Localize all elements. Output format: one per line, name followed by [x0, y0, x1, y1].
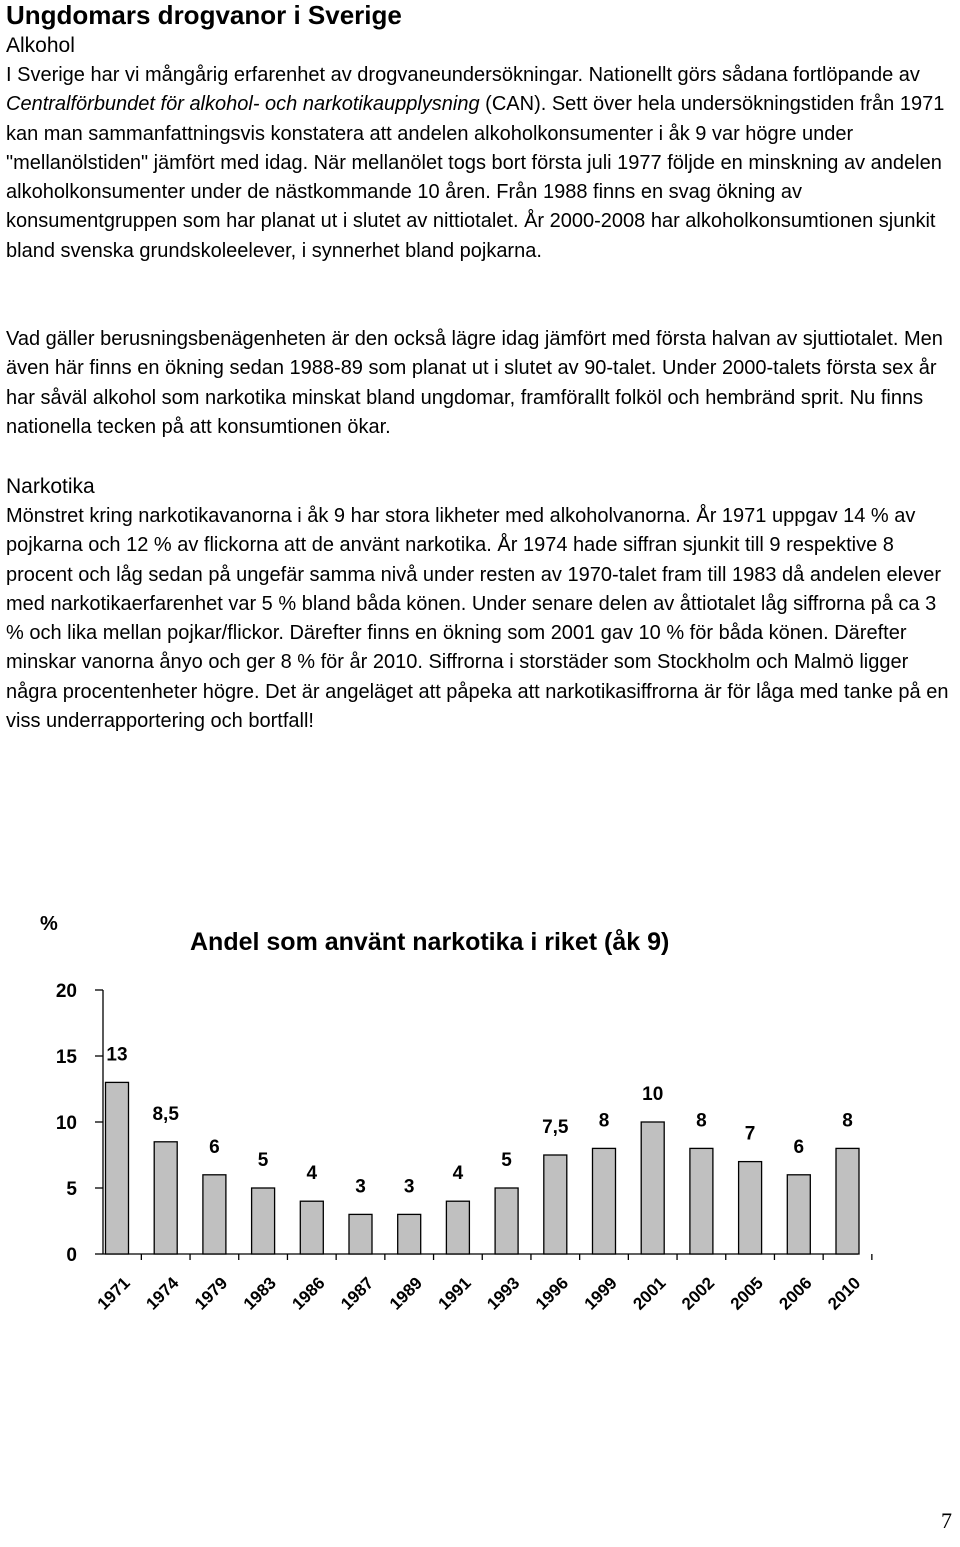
- x-tick-label: 1983: [239, 1273, 280, 1314]
- bar-value-label: 8: [842, 1110, 853, 1132]
- y-tick-label: 20: [55, 981, 77, 1002]
- y-tick-label: 10: [55, 1113, 77, 1134]
- bar-1974: [154, 1142, 177, 1254]
- x-tick-label: 1986: [288, 1273, 329, 1314]
- bar-value-label: 4: [306, 1163, 318, 1185]
- bar-2001: [641, 1122, 664, 1254]
- bar-2006: [787, 1175, 810, 1254]
- page-title: Ungdomars drogvanor i Sverige: [6, 0, 402, 30]
- bar-2005: [739, 1162, 762, 1254]
- alcohol-p1-text: I Sverige har vi mångårig erfarenhet av drogvaneundersökningar. Nationellt görs sådana fortlöpande av: [6, 64, 920, 86]
- bar-1993: [495, 1188, 518, 1254]
- alcohol-p2-text: Vad gäller berusningsbenägenheten är den också lägre idag jämfört med första halvan av sjuttiotalet. Men även här finns en ökning sedan 1988-89 som planat ut i slutet av 90-talet. Under 2000-talets första sex år har såväl alkohol som narkotika minskat bland ungdomar, framförallt folköl och hembränd sprit. Nu finns nationella tecken på att konsumtionen ökar.: [6, 328, 943, 438]
- bar-1996: [544, 1155, 567, 1254]
- bar-1987: [349, 1214, 372, 1254]
- bar-1999: [593, 1148, 616, 1254]
- can-organisation-name: Centralförbundet för alkohol- och narkotikaupplysning: [6, 93, 480, 116]
- narcotics-heading: Narkotika: [6, 475, 95, 498]
- x-tick-label: 1989: [385, 1273, 427, 1314]
- bar-2002: [690, 1148, 713, 1254]
- x-tick-label: 2006: [775, 1273, 816, 1314]
- bar-value-label: 7: [744, 1123, 756, 1145]
- x-tick-label: 1987: [337, 1273, 378, 1314]
- narcotics-p1-text: Mönstret kring narkotikavanorna i åk 9 har stora likheter med alkoholvanorna. År 1971 uppgav 14 % av pojkarna och 12 % av flickorna att de använt narkotika. År 1974 hade siffran sjunkit till 9 respektive 8 procent och låg sedan på ungefär samma nivå under resten av 1970-talet fram till 1983 då andelen elever med narkotikaerfarenhet var 5 % bland båda könen. Under senare delen av åttiotalet låg siffrorna på ca 3 % och lika mellan pojkar/flickor. Därefter finns en ökning som 2001 gav 10 % för båda könen. Därefter minskar vanorna ånyo och ger 8 % för år 2010. Siffrorna i storstäder som Stockholm och Malmö ligger några procentenheter högre. Det är angeläget att påpeka att narkotikasiffrorna är för låga med tanke på en viss underrapportering och bortfall!: [6, 505, 949, 733]
- x-tick-label: 2010: [824, 1273, 865, 1314]
- bar-value-label: 8: [696, 1110, 707, 1132]
- x-tick-label: 1974: [142, 1273, 183, 1314]
- alcohol-p1-text-cont: (CAN). Sett över hela undersökningstiden från 1971 kan man sammanfattningsvis konstatera att andelen alkoholkonsumenter i åk 9 var högre under "mellanölstiden" jämfört med idag. När mellanölet togs bort första juli 1977 följde en minskning av andelen alkoholkonsumenter under de nästkommande 10 åren. Från 1988 finns en svag ökning av konsumentgruppen som har planat ut i slutet av nittiotalet. År 2000-2008 har alkoholkonsumtionen sjunkit bland svenska grundskoleelever, i synnerhet bland pojkarna.: [6, 93, 945, 262]
- bar-value-label: 7,5: [542, 1117, 569, 1138]
- alcohol-paragraph-2: [6, 325, 956, 442]
- bar-value-label: 10: [642, 1084, 664, 1105]
- bar-1991: [446, 1201, 469, 1254]
- x-tick-label: 1996: [531, 1273, 573, 1314]
- bar-value-label: 3: [355, 1176, 366, 1198]
- page-number: 7: [941, 1508, 952, 1533]
- bar-2010: [836, 1148, 859, 1254]
- narcotics-paragraph: [6, 502, 956, 736]
- x-tick-label: 1971: [93, 1273, 134, 1314]
- bar-value-label: 6: [209, 1136, 220, 1158]
- x-tick-label: 1999: [580, 1273, 621, 1314]
- y-tick-label: 5: [66, 1179, 77, 1200]
- chart-title: Andel som använt narkotika i riket (åk 9): [190, 928, 670, 956]
- bar-1989: [398, 1214, 421, 1254]
- bar-value-label: 13: [106, 1044, 128, 1066]
- alcohol-paragraph-1: [6, 61, 956, 266]
- y-tick-label: 15: [55, 1047, 77, 1068]
- bar-1971: [106, 1082, 129, 1254]
- bar-value-label: 8: [598, 1110, 610, 1132]
- bar-value-label: 5: [501, 1150, 512, 1171]
- narcotics-bar-chart: [0, 900, 960, 1360]
- y-tick-label: 0: [66, 1245, 77, 1266]
- bar-1983: [252, 1188, 275, 1254]
- y-axis-unit: %: [40, 913, 58, 935]
- alcohol-heading: Alkohol: [6, 34, 75, 57]
- bar-value-label: 3: [403, 1176, 415, 1198]
- x-tick-label: 1993: [483, 1273, 524, 1314]
- bar-1979: [203, 1175, 226, 1254]
- x-tick-label: 2002: [678, 1273, 719, 1314]
- x-tick-label: 2001: [629, 1273, 670, 1314]
- x-tick-label: 1991: [434, 1273, 475, 1314]
- bar-value-label: 5: [257, 1150, 269, 1171]
- bar-value-label: 6: [793, 1136, 805, 1158]
- x-tick-label: 1979: [191, 1273, 232, 1314]
- bar-1986: [300, 1201, 323, 1254]
- x-tick-label: 2005: [726, 1273, 767, 1314]
- bar-value-label: 8,5: [152, 1103, 179, 1125]
- bar-value-label: 4: [452, 1163, 464, 1185]
